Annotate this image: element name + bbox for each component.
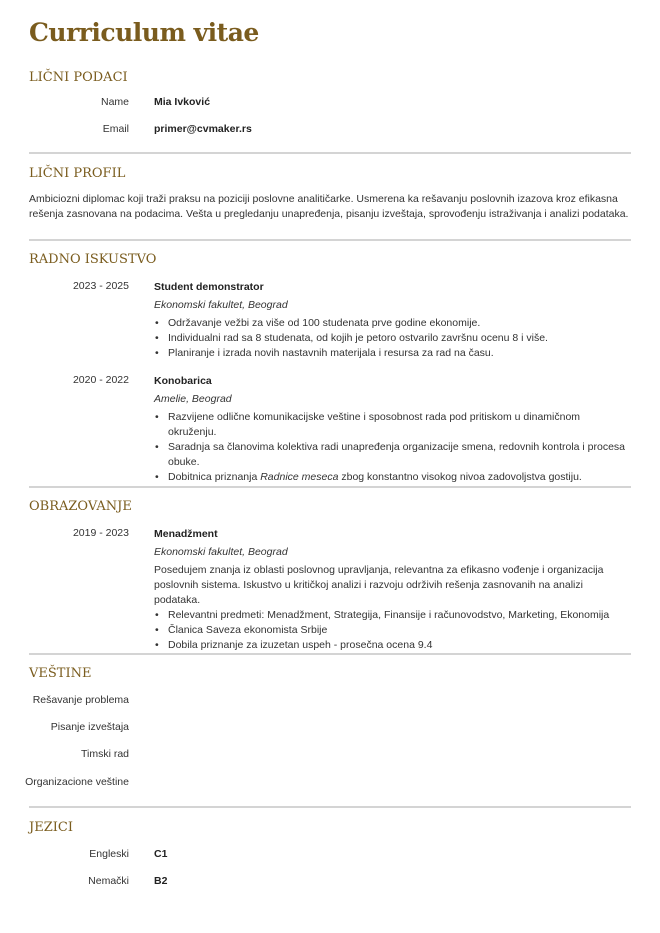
personal-value: Mia Ivković bbox=[154, 96, 211, 108]
bullet-item: • Razvijene odlične komunikacijske veštine i sposobnost rada pod pritiskom u dinamičnom okruženju. bbox=[154, 410, 626, 440]
entry-bullets bbox=[154, 410, 626, 485]
section-divider bbox=[29, 653, 631, 655]
entry-title: Student demonstrator bbox=[154, 281, 264, 293]
education-entry bbox=[154, 527, 626, 653]
bullet-text: Dobitnica priznanja bbox=[168, 471, 261, 483]
bullet-item: • Saradnja sa članovima kolektiva radi unapređenja organizacije smena, redovnih kontrola i procesa obuke. bbox=[154, 440, 626, 470]
language-level: C1 bbox=[154, 848, 168, 860]
skill-name: Timski rad bbox=[80, 748, 129, 760]
entry-bullets bbox=[154, 608, 626, 653]
skill-name: Organizacione veštine bbox=[25, 776, 129, 788]
skills-section bbox=[25, 666, 631, 796]
entry-organization: Ekonomski fakultet, Beograd bbox=[154, 546, 288, 558]
entry-bullets bbox=[154, 316, 626, 361]
bullet-item: • Individualni rad sa 8 studenata, od kojih je petoro ostvarilo završnu ocenu 8 i više. bbox=[154, 331, 626, 346]
section-divider bbox=[29, 152, 631, 154]
bullet-item bbox=[154, 470, 626, 485]
section-heading-languages: JEZICI bbox=[29, 820, 73, 835]
bullet-item: • Relevantni predmeti: Menadžment, Strategija, Finansije i računovodstvo, Marketing, Ekonomija bbox=[154, 608, 626, 623]
personal-label: Name bbox=[100, 96, 129, 108]
bullet-emphasis: Radnice meseca bbox=[260, 471, 339, 483]
section-divider bbox=[29, 486, 631, 488]
work-entry-1 bbox=[154, 280, 626, 361]
language-name: Nemački bbox=[88, 875, 129, 887]
languages-section bbox=[29, 820, 631, 900]
entry-title: Konobarica bbox=[154, 375, 212, 387]
work-section bbox=[29, 252, 631, 482]
bullet-item: • Dobila priznanje za izuzetan uspeh - prosečna ocena 9.4 bbox=[154, 638, 626, 653]
section-divider bbox=[29, 239, 631, 241]
profile-text: Ambiciozni diplomac koji traži praksu na poziciji poslovne analitičarke. Usmerena ka rešavanju poslovnih izazova kroz efikasna rešenja zasnovana na podacima. Vešta u pregledanju unapređenja, pisanju izveštaja, sprovođenju istraživanja i analizi podataka. bbox=[29, 193, 629, 220]
personal-section bbox=[29, 70, 631, 140]
bullet-text: zbog konstantno visokog nivoa zadovoljstva gostiju. bbox=[338, 471, 582, 483]
entry-organization: Amelie, Beograd bbox=[154, 393, 232, 405]
section-heading-work: RADNO ISKUSTVO bbox=[29, 252, 157, 267]
work-entry-2 bbox=[154, 374, 626, 485]
bullet-item: • Planiranje i izrada novih nastavnih materijala i resursa za rad na času. bbox=[154, 346, 626, 361]
profile-section bbox=[29, 166, 631, 226]
education-section bbox=[29, 499, 631, 649]
bullet-item: • Članica Saveza ekonomista Srbije bbox=[154, 623, 626, 638]
personal-label: Email bbox=[102, 123, 129, 135]
entry-dates: 2020 - 2022 bbox=[72, 374, 129, 386]
skill-name: Rešavanje problema bbox=[32, 694, 129, 706]
entry-organization: Ekonomski fakultet, Beograd bbox=[154, 299, 288, 311]
entry-description: Posedujem znanja iz oblasti poslovnog upravljanja, relevantna za efikasno vođenje i organizacija poslovnih sistema. Iskustvo u kritičkoj analizi i razvoju održivih rešenja zasnovanih na analizi podataka. bbox=[154, 564, 604, 606]
section-heading-skills: VEŠTINE bbox=[29, 666, 92, 681]
entry-title: Menadžment bbox=[154, 528, 218, 540]
section-heading-education: OBRAZOVANJE bbox=[29, 499, 132, 514]
section-heading-personal: LIČNI PODACI bbox=[29, 70, 128, 85]
entry-dates: 2019 - 2023 bbox=[72, 527, 129, 539]
section-heading-profile: LIČNI PROFIL bbox=[29, 166, 126, 181]
bullet-item: • Održavanje vežbi za više od 100 studenata prve godine ekonomije. bbox=[154, 316, 626, 331]
personal-value: primer@cvmaker.rs bbox=[154, 123, 252, 135]
skill-name: Pisanje izveštaja bbox=[50, 721, 129, 733]
language-level: B2 bbox=[154, 875, 168, 887]
section-divider bbox=[29, 806, 631, 808]
language-name: Engleski bbox=[89, 848, 129, 860]
page-title: Curriculum vitae bbox=[29, 18, 259, 47]
entry-dates: 2023 - 2025 bbox=[72, 280, 129, 292]
